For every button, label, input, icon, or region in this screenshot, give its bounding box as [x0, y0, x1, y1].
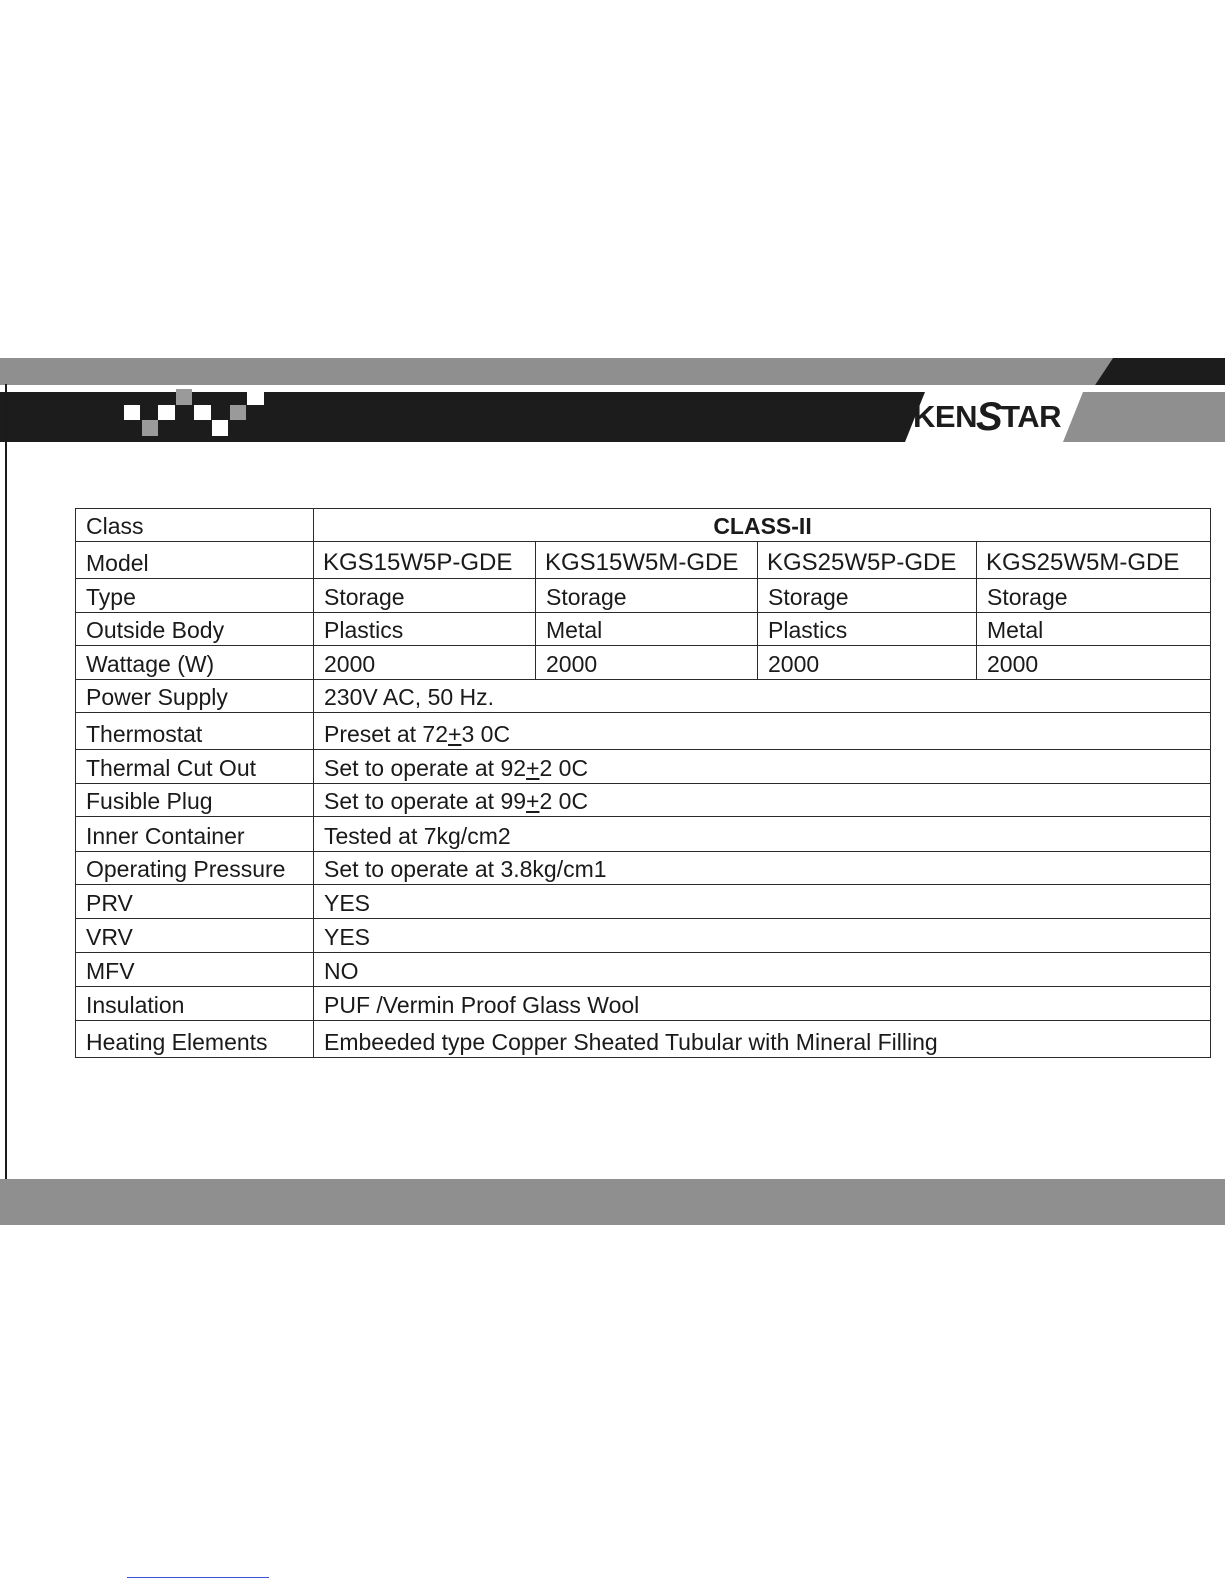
power-supply-value: 230V AC, 50 Hz.: [314, 680, 1211, 713]
row-label: Thermal Cut Out: [76, 750, 314, 784]
row-label: Inner Container: [76, 817, 314, 852]
row-label: Heating Elements: [76, 1021, 314, 1058]
logo-text-tar: TAR: [1001, 399, 1062, 434]
fusible-plug-value: Set to operate at 99+2 0C: [314, 784, 1211, 817]
model-cell: KGS25W5M-GDE: [977, 542, 1211, 579]
thermostat-value: Preset at 72+3 0C: [314, 713, 1211, 750]
type-cell: Storage: [314, 579, 536, 613]
heating-elements-value: Embeeded type Copper Sheated Tubular with Mineral Filling: [314, 1021, 1211, 1058]
model-cell: KGS15W5P-GDE: [314, 542, 536, 579]
bottom-link-underline: [127, 1577, 269, 1578]
body-cell: Metal: [536, 613, 758, 646]
top-grey-stripe: [0, 358, 1113, 385]
spec-table: [75, 508, 1211, 1058]
row-label: Type: [76, 579, 314, 613]
mfv-value: NO: [314, 953, 1211, 987]
model-cell: KGS25W5P-GDE: [758, 542, 977, 579]
row-label: Outside Body: [76, 613, 314, 646]
table-row: [76, 852, 1211, 885]
logo-text-ken: KEN: [913, 399, 977, 434]
table-row: [76, 579, 1211, 613]
table-row: [76, 646, 1211, 680]
model-cell: KGS15W5M-GDE: [536, 542, 758, 579]
body-cell: Plastics: [314, 613, 536, 646]
row-label: Wattage (W): [76, 646, 314, 680]
row-label: Power Supply: [76, 680, 314, 713]
row-label: Class: [76, 509, 314, 542]
row-label: Model: [76, 542, 314, 579]
row-label: VRV: [76, 919, 314, 953]
logo-s-glyph: S: [975, 394, 1003, 439]
vrv-value: YES: [314, 919, 1211, 953]
table-row: [76, 919, 1211, 953]
row-label: Fusible Plug: [76, 784, 314, 817]
table-row: [76, 713, 1211, 750]
table-row: [76, 613, 1211, 646]
table-row: [76, 542, 1211, 579]
top-right-black-block: [1095, 358, 1225, 385]
body-cell: Metal: [977, 613, 1211, 646]
table-row: [76, 817, 1211, 852]
table-row: [76, 1021, 1211, 1058]
table-row: [76, 987, 1211, 1021]
type-cell: Storage: [536, 579, 758, 613]
kenstar-logo: [913, 392, 1063, 442]
prv-value: YES: [314, 885, 1211, 919]
table-row: [76, 509, 1211, 542]
type-cell: Storage: [977, 579, 1211, 613]
row-label: Insulation: [76, 987, 314, 1021]
wattage-cell: 2000: [314, 646, 536, 680]
thermal-cut-out-value: Set to operate at 92+2 0C: [314, 750, 1211, 784]
left-border-line: [5, 384, 7, 1179]
row-label: Thermostat: [76, 713, 314, 750]
table-row: [76, 680, 1211, 713]
type-cell: Storage: [758, 579, 977, 613]
row-label: MFV: [76, 953, 314, 987]
footer-band: [0, 1179, 1225, 1225]
wattage-cell: 2000: [536, 646, 758, 680]
right-grey-block: [1063, 392, 1225, 442]
table-row: [76, 885, 1211, 919]
insulation-value: PUF /Vermin Proof Glass Wool: [314, 987, 1211, 1021]
table-row: [76, 784, 1211, 817]
wattage-cell: 2000: [758, 646, 977, 680]
row-label: PRV: [76, 885, 314, 919]
class-value: CLASS-II: [314, 509, 1211, 542]
table-row: [76, 953, 1211, 987]
inner-container-value: Tested at 7kg/cm2: [314, 817, 1211, 852]
wattage-cell: 2000: [977, 646, 1211, 680]
operating-pressure-value: Set to operate at 3.8kg/cm1: [314, 852, 1211, 885]
table-row: [76, 750, 1211, 784]
row-label: Operating Pressure: [76, 852, 314, 885]
body-cell: Plastics: [758, 613, 977, 646]
